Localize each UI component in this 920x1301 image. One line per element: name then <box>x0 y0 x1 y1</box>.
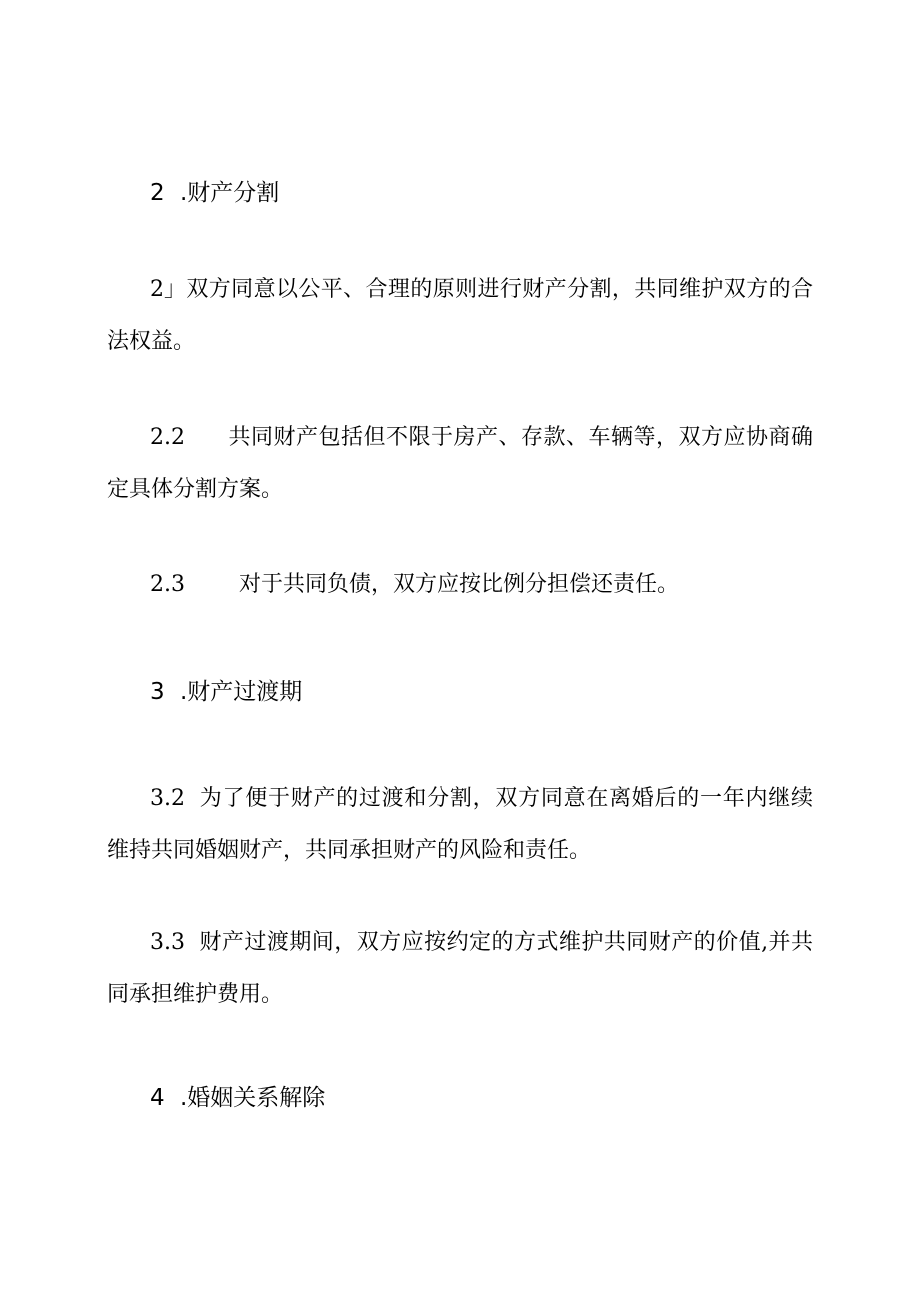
clause-3-2 <box>107 773 813 877</box>
clause-2-1 <box>107 264 813 368</box>
section-title: .财产过渡期 <box>180 679 303 705</box>
section-number: 4 <box>150 1085 165 1111</box>
clause-text: 财产过渡期间，双方应按约定的方式维护共同财产的价值,并共同承担维护费用。 <box>107 930 813 1007</box>
section-title: .婚姻关系解除 <box>180 1085 326 1111</box>
section-heading-marriage-dissolution <box>150 1083 325 1113</box>
clause-2-2 <box>107 412 813 516</box>
clause-number: 2」 <box>150 277 186 302</box>
clause-text: 共同财产包括但不限于房产、存款、车辆等，双方应协商确定具体分割方案。 <box>107 425 813 502</box>
clause-number: 3.2 <box>150 786 185 811</box>
section-heading-property-division <box>150 178 279 208</box>
section-heading-transition-period <box>150 677 302 707</box>
clause-3-3 <box>107 917 813 1021</box>
clause-2-3 <box>107 559 813 611</box>
clause-text: 为了便于财产的过渡和分割，双方同意在离婚后的一年内继续维持共同婚姻财产，共同承担财产的风险和责任。 <box>107 786 813 863</box>
clause-number: 2.2 <box>150 425 185 450</box>
clause-number: 3.3 <box>150 930 185 955</box>
clause-text: 对于共同负债，双方应按比例分担偿还责任。 <box>239 572 680 597</box>
section-number: 3 <box>150 679 165 705</box>
section-number: 2 <box>150 180 165 206</box>
section-title: .财产分割 <box>180 180 280 206</box>
clause-number: 2.3 <box>150 572 185 597</box>
clause-text: 双方同意以公平、合理的原则进行财产分割，共同维护双方的合法权益。 <box>107 277 813 354</box>
